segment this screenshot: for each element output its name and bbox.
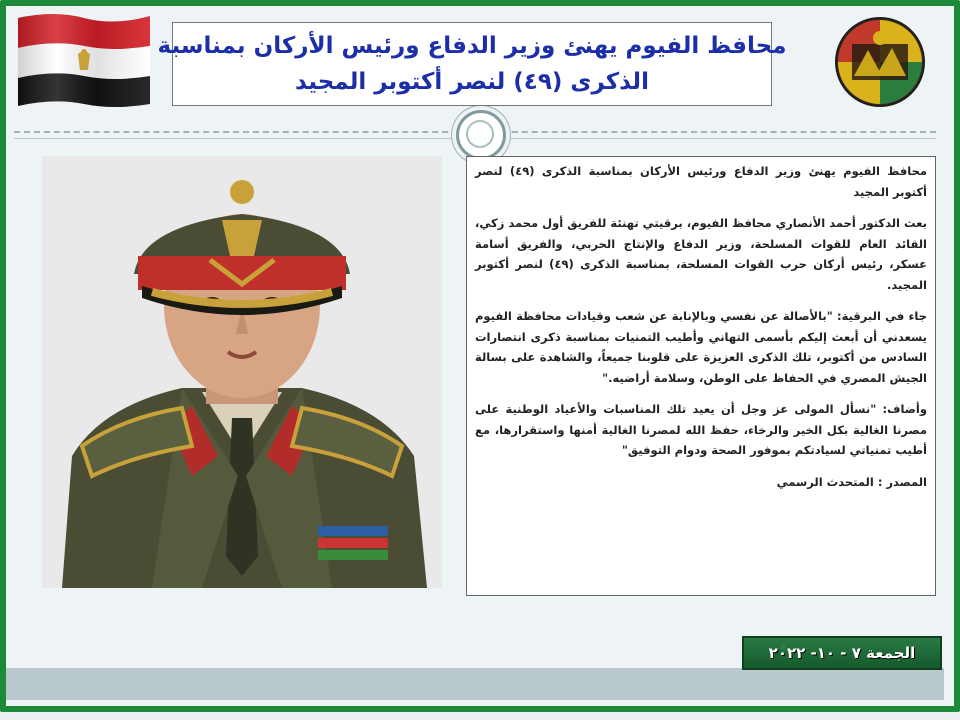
military-officer-portrait-icon [42, 156, 442, 588]
bottom-bar [6, 668, 944, 700]
article-lead: محافظ الفيوم يهنئ وزير الدفاع ورئيس الأركان بمناسبة الذكرى (٤٩) لنصر أكتوبر المجيد [475, 164, 927, 199]
article-paragraph-3: جاء في البرقية: "بالأصالة عن نفسي وبالإنابة عن شعب وقيادات محافظة الفيوم يسعدني أن أبعث إليكم بأسمى التهاني وأطيب التمنيات بمناسبة ذكرى انتصارات السادس من أكتوبر، تلك الذكرى العزيزة على قلوبنا جميعاً، والشاهدة على بسالة الجيش المصري في الحفاظ على الوطن، وسلامة أراضيه." [475, 309, 927, 385]
article-body [466, 156, 936, 596]
headline-line-2: الذكرى (٤٩) لنصر أكتوبر المجيد [295, 69, 649, 95]
headline-line-1: محافظ الفيوم يهنئ وزير الدفاع ورئيس الأركان بمناسبة [157, 33, 787, 59]
divider-medallion-icon [456, 110, 506, 160]
date-text: الجمعة ٧ - ١٠- ٢٠٢٢ [768, 644, 916, 662]
article-paragraph-2: بعث الدكتور أحمد الأنصاري محافظ الفيوم، برقيتي تهنئة للفريق أول محمد زكي، القائد العام للقوات المسلحة، وزير الدفاع والإنتاج الحربي، والفريق أسامة عسكر، رئيس أركان حرب القوات المسلحة، بمناسبة الذكرى (٤٩) لنصر أكتوبر المجيد. [475, 216, 927, 292]
article-source: المصدر : المتحدث الرسمي [776, 474, 927, 489]
article-paragraph-4: وأضاف: "نسأل المولى عز وجل أن يعيد تلك المناسبات والأعياد الوطنية على مصرنا الغالية بكل الخير والرخاء، حفظ الله لمصرنا الغالية أمنها واستقرارها، مع أطيب تمنياتي لسيادتكم بموفور الصحة ودوام التوفيق" [475, 402, 927, 457]
egypt-flag-icon [14, 10, 154, 110]
officer-photo [42, 156, 442, 588]
fayoum-governorate-logo-icon [832, 14, 928, 110]
headline-box [157, 22, 787, 106]
date-badge [742, 636, 942, 670]
